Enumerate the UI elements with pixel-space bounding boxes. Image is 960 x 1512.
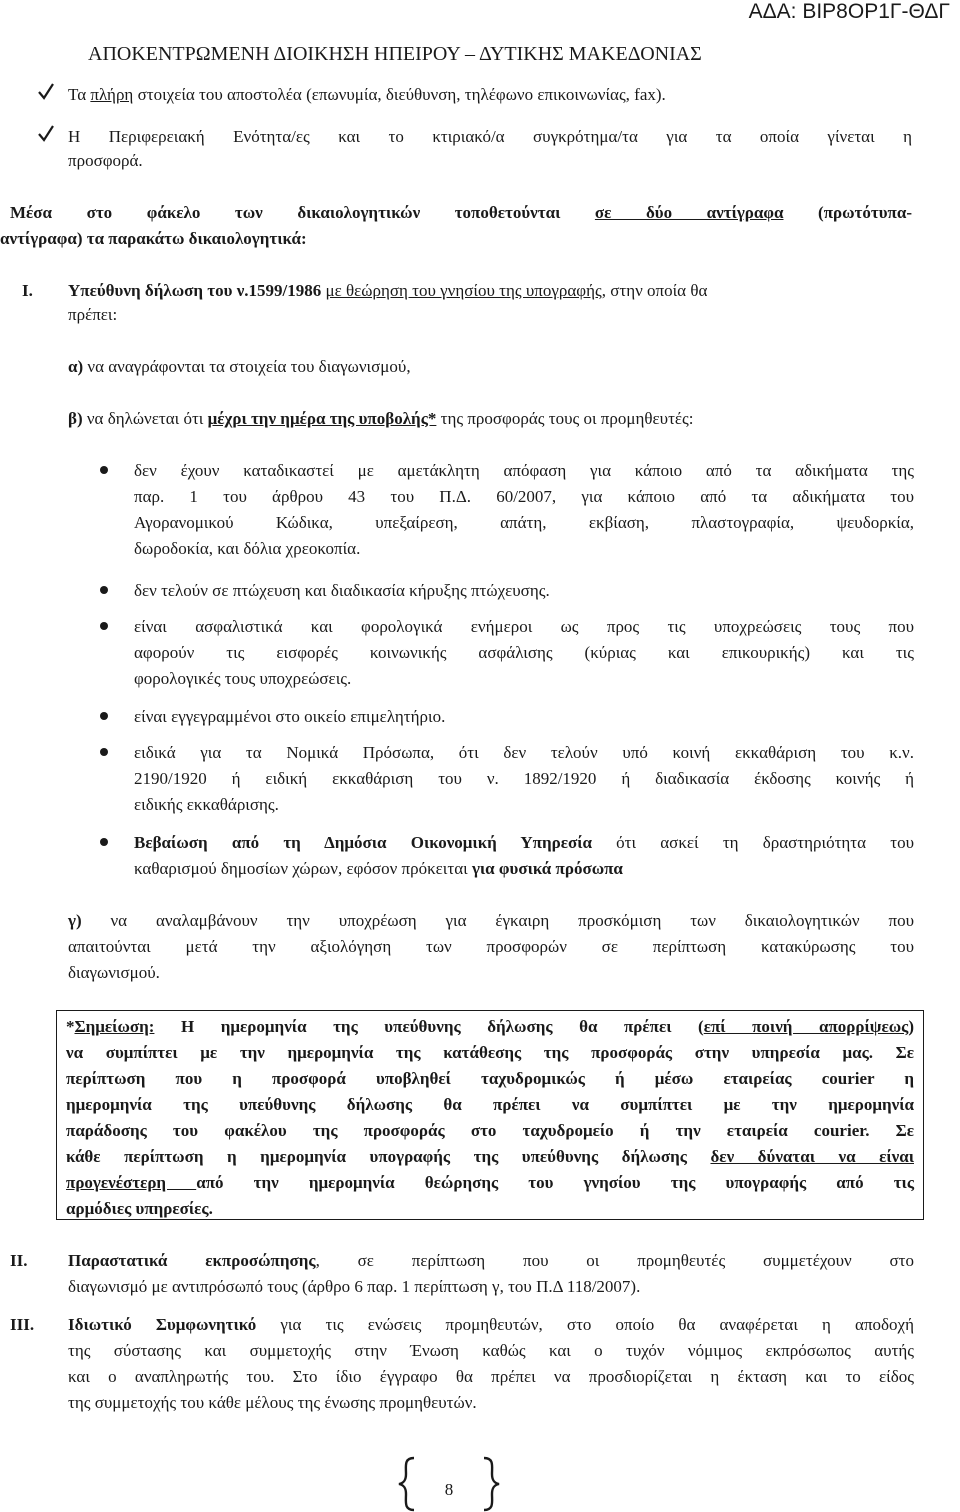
section-II-text: Παραστατικά εκπροσώπησης, σε περίπτωση που οι προμηθευτές συμμετέχουν στο διαγωνισμό με αντιπρόσωπό τους (άρθρο 6 παρ. 1 περίπτωση γ, του Π.Δ 118/2007). [68,1251,914,1296]
bullet-icon [100,748,108,756]
checklist-item-region-line2: προσφορά. [68,151,143,170]
organization-header: ΑΠΟΚΕΝΤΡΩΜΕΝΗ ΔΙΟΙΚΗΣΗ ΗΠΕΙΡΟΥ – ΔΥΤΙΚΗΣ ΜΑΚΕΔΟΝΙΑΣ [88,43,702,65]
list-item: δεν έχουν καταδικαστεί με αμετάκλητη απόφαση για κάποιο από τα αδικήματα της παρ. 1 του άρθρου 43 του Π.Δ. 60/2007, για κάποιο από τα αδικήματα του Αγορανομικού Κώδικα, υπεξαίρεση, απάτη, εκβίαση, πλαστογραφία, ψευδορκία, δωροδοκία, και δόλια χρεοκοπία. [134,461,914,558]
section-I-numeral: Ι. [22,281,33,300]
checklist-item-region-line1: Η Περιφερειακή Ενότητα/ες και το κτιριακό/α συγκρότημα/τα για τα οποία γίνεται η [68,127,912,146]
bullet-icon [100,712,108,720]
checkmark-icon [38,124,54,142]
section-I-item-c: γ) να αναλαμβάνουν την υποχρέωση για έγκαιρη προσκόμιση των δικαιολογητικών που απαιτούνται μετά την αξιολόγηση των προσφορών σε περίπτωση κατακύρωσης του διαγωνισμού. [68,911,914,982]
section-I-title: Υπεύθυνη δήλωση του ν.1599/1986 με θεώρηση του γνησίου της υπογραφής, στην οποία θα [68,281,708,300]
section-I-title-line2: πρέπει: [68,305,118,324]
ada-code: ΑΔΑ: ΒΙΡ8ΟΡ1Γ-ΘΔΓ [748,0,950,23]
bullet-icon [100,622,108,630]
page-number: 8 [444,1480,454,1499]
list-item: ειδικά για τα Νομικά Πρόσωπα, ότι δεν τελούν υπό κοινή εκκαθάριση του κ.ν. 2190/1920 ή ειδική εκκαθάριση του ν. 1892/1920 ή διαδικασία έκδοσης κοινής ή ειδικής εκκαθάρισης. [134,743,914,814]
section-III-text: Ιδιωτικό Συμφωνητικό για τις ενώσεις προμηθευτών, στο οποίο θα αναφέρεται η αποδοχή της σύστασης και συμμετοχής στην Ένωση καθώς και ο τυχόν νόμιμος εκπρόσωπος αυτής και ο αναπληρωτής του. Στο ίδιο έγγραφο θα πρέπει να προσδιορίζεται η έκταση και το είδος της συμμετοχής του κάθε μέλους της ένωσης προμηθευτών. [68,1315,914,1412]
section-III-numeral: ΙΙΙ. [10,1315,35,1334]
list-item-tax-certificate: Βεβαίωση από τη Δημόσια Οικονομική Υπηρεσία ότι ασκεί τη δραστηριότητα του καθαρισμού δημοσίων χώρων, εφόσον πρόκειται για φυσικά πρόσωπα [134,833,914,878]
intro-line1: Μέσα στο φάκελο των δικαιολογητικών τοποθετούνται σε δύο αντίγραφα (πρωτότυπα- [10,203,913,222]
bullet-icon [100,586,108,594]
section-I-item-b: β) να δηλώνεται ότι μέχρι την ημέρα της υποβολής* της προσφοράς τους οι προμηθευτές: [68,409,694,428]
note-text: *Σημείωση: Η ημερομηνία της υπεύθυνης δήλωσης θα πρέπει (επί ποινή απορρίψεως) να συμπίπτει με την ημερομηνία της κατάθεσης της προσφοράς στην υπηρεσία μας. Σε περίπτωση που η προσφορά υποβληθεί ταχυδρομικώς ή μέσω εταιρείας courier η ημερομηνία της υπεύθυνης δήλωσης θα πρέπει να συμπίπτει με την ημερομηνία παράδοσης του φακέλου της προσφοράς στο ταχυδρομείο ή την εταιρεία courier. Σε κάθε περίπτωση η ημερομηνία υπογραφής της υπεύθυνης δήλωσης δεν δύναται να είναι προγενέστερη από την ημερομηνία θεώρησης του γνησίου της υπογραφής από τις αρμόδιες υπηρεσίες. [66,1017,914,1218]
checkmark-icon [38,82,54,100]
list-item: δεν τελούν σε πτώχευση και διαδικασία κήρυξης πτώχευσης. [134,581,550,600]
section-I-item-a: α) να αναγράφονται τα στοιχεία του διαγωνισμού, [68,357,411,376]
checklist-item-sender: Τα πλήρη στοιχεία του αποστολέα (επωνυμία, διεύθυνση, τηλέφωνο επικοινωνίας, fax). [68,85,666,104]
list-item: είναι εγγεγραμμένοι στο οικείο επιμελητήριο. [134,707,446,726]
left-brace-icon [396,1456,418,1512]
section-II-numeral: ΙΙ. [10,1251,28,1270]
right-brace-icon [480,1456,502,1512]
list-item: είναι ασφαλιστικά και φορολογικά ενήμεροι ως προς τις υποχρεώσεις τους που αφορούν τις εισφορές κοινωνικής ασφάλισης (κύριας και επικουρικής) και τις φορολογικές τους υποχρεώσεις. [134,617,914,688]
bullet-icon [100,466,108,474]
intro-line2: αντίγραφα) τα παρακάτω δικαιολογητικά: [0,229,307,248]
bullet-icon [100,838,108,846]
